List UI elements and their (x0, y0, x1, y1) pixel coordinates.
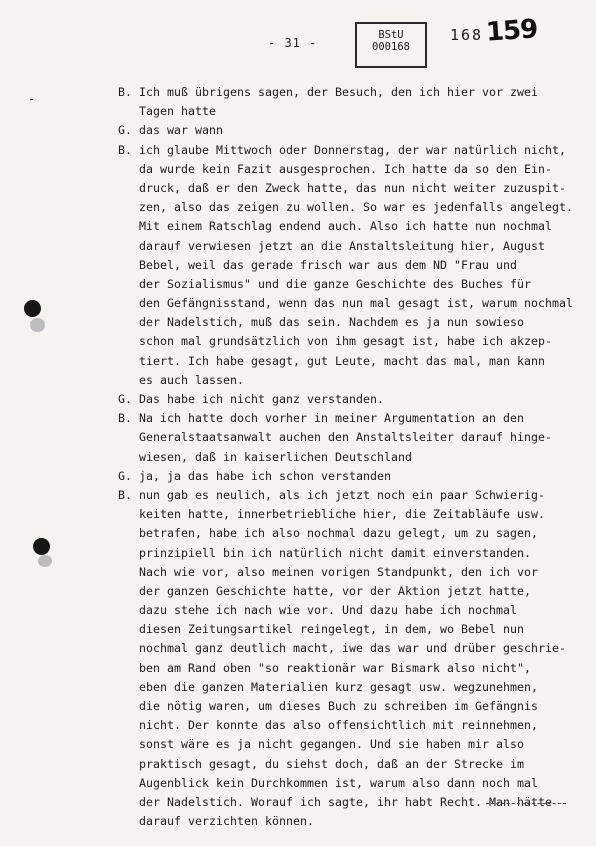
transcript-line: G. Das habe ich nicht ganz verstanden. (118, 392, 385, 406)
transcript-line: der Sozialismus" und die ganze Geschichte des Buches für (118, 276, 532, 291)
transcript-line: darauf verwiesen jetzt an die Anstaltsleitung hier, August (118, 238, 546, 253)
transcript-line: keiten hatte, innerbetriebliche hier, die Zeitabläufe usw. (118, 507, 546, 522)
transcript-line: Augenblick kein Durchkommen ist, warum also dann noch mal (118, 775, 539, 790)
transcript-line: nicht. Der konnte das also offensichtlich mit reinnehmen, (118, 718, 539, 733)
transcript-line: Tagen hatte (118, 104, 217, 119)
transcript-line: B. nun gab es neulich, als ich jetzt noch ein paar Schwierig- (118, 487, 546, 502)
transcript-line: nochmal ganz deutlich macht, iwe das war und drüber geschrie- (118, 641, 567, 656)
transcript-line: druck, daß er den Zweck hatte, das nun nicht weiter zuzuspit- (118, 180, 567, 195)
transcript-line: Bebel, weil das gerade frisch war aus dem ND "Frau und (118, 257, 518, 272)
transcript-line: tiert. Ich habe gesagt, gut Leute, macht das mal, man kann (118, 353, 546, 368)
archive-stamp (355, 22, 427, 68)
stamp-line-number: 000168 (372, 41, 410, 53)
punch-hole-icon (24, 300, 41, 317)
transcript-line: B. Na ich hatte doch vorher in meiner Argumentation an den (118, 411, 525, 426)
transcript-line: B. Ich muß übrigens sagen, der Besuch, den ich hier vor zwei (118, 85, 539, 99)
transcript-line: diesen Zeitungsartikel reingelegt, in dem, wo Bebel nun (118, 622, 525, 637)
transcript-line: prinzipiell bin ich natürlich nicht damit einverstanden. (118, 545, 532, 560)
transcript-line: zen, also das zeigen zu wollen. So war es jedenfalls angelegt. (118, 200, 574, 215)
transcript-line: betrafen, habe ich also nochmal dazu gelegt, um zu sagen, (118, 526, 539, 541)
transcript-line: ben am Rand oben "so reaktionär war Bismark also nicht", (118, 660, 532, 675)
transcript-line: wiesen, daß in kaiserlichen Deutschland (118, 449, 413, 464)
transcript-line: schon mal grundsätzlich von ihm gesagt ist, habe ich akzep- (118, 334, 553, 349)
transcript-line: den Gefängnisstand, wenn das nun mal gesagt ist, warum nochmal (118, 296, 574, 311)
transcript-line: es auch lassen. (118, 372, 245, 387)
transcript-line: G. das war wann (118, 123, 224, 138)
transcript-line: der Nadelstich. Worauf ich sagte, ihr habt Recht. Man hätte (118, 794, 553, 809)
transcript-line: eben die ganzen Materialien kurz gesagt usw. wegzunehmen, (118, 679, 539, 694)
punch-hole-shadow-icon (30, 318, 45, 332)
punch-hole-icon (33, 538, 50, 555)
handwritten-page-number: 159 (485, 14, 539, 48)
transcript-line: praktisch gesagt, du siehst doch, daß an der Strecke im (118, 756, 525, 771)
transcript-line: Generalstaatsanwalt auchen den Anstaltsleiter darauf hinge- (118, 430, 553, 445)
archive-page-number: 168 (450, 26, 484, 44)
transcript-line: der ganzen Geschichte hatte, vor der Aktion jetzt hatte, (118, 583, 532, 598)
footer-dashed-rule (486, 803, 566, 804)
transcript-line: dazu stehe ich nach wie vor. Und dazu habe ich nochmal (118, 603, 518, 618)
stamp-line-agency: BStU (378, 29, 404, 41)
transcript-line: G. ja, ja das habe ich schon verstanden (118, 468, 392, 483)
transcript-line: da wurde kein Fazit ausgesprochen. Ich hatte da so den Ein- (118, 161, 553, 176)
page-number: - 31 - (268, 36, 318, 50)
transcript-line: B. ich glaube Mittwoch oder Donnerstag, der war natürlich nicht, (118, 142, 567, 157)
transcript-line: Nach wie vor, also meinen vorigen Standpunkt, den ich vor (118, 564, 539, 579)
transcript-line: sonst wäre es ja nicht gegangen. Und sie haben mir also (118, 737, 525, 752)
punch-hole-shadow-icon (38, 555, 52, 567)
margin-mark: - (28, 92, 36, 106)
transcript-line: die nötig waren, um dieses Buch zu schreiben im Gefängnis (118, 699, 539, 713)
transcript-body (118, 83, 574, 831)
transcript-line: darauf verzichten können. (118, 814, 315, 829)
transcript-line: der Nadelstich, muß das sein. Nachdem es ja nun sowieso (118, 315, 525, 330)
transcript-line: Mit einem Ratschlag endend auch. Also ich hatte nun nochmal (118, 219, 553, 234)
